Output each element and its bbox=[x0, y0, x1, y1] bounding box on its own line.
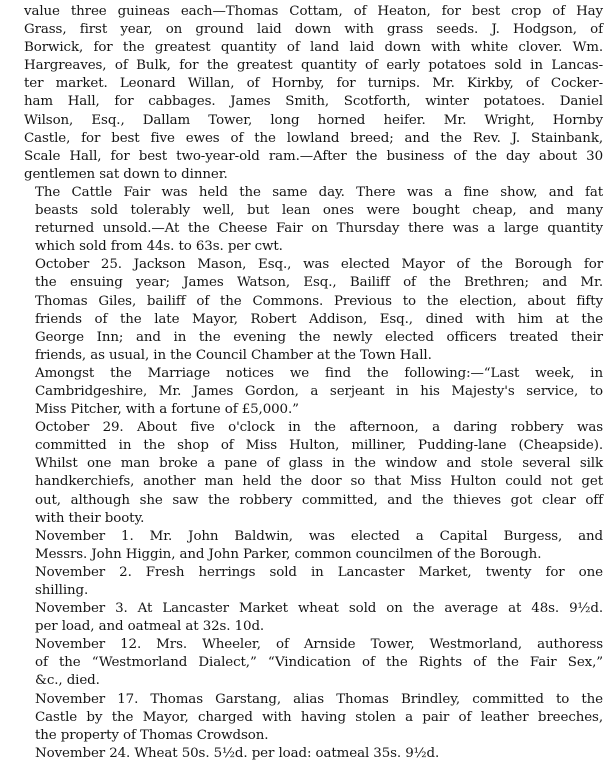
text-line: out, although she saw the robbery committed, and the thieves got clear off bbox=[35, 492, 603, 508]
text-line: of the “Westmorland Dialect,” “Vindication of the Rights of the Fair Sex,” bbox=[35, 655, 603, 671]
text-line: committed in the shop of Miss Hulton, milliner, Pudding-lane (Cheapside). bbox=[35, 438, 603, 454]
paragraph-november-1 bbox=[24, 528, 603, 564]
text-line: per load, and oatmeal at 32s. 10d. bbox=[35, 619, 265, 635]
text-line: handkerchiefs, another man held the door so that Miss Hulton could not get bbox=[35, 474, 603, 490]
paragraph-november-2 bbox=[24, 564, 603, 600]
text-line: November 1. Mr. John Baldwin, was elected a Capital Burgess, and bbox=[35, 528, 603, 544]
paragraph-november-12 bbox=[24, 636, 603, 690]
paragraph-november-24 bbox=[24, 745, 603, 763]
paragraph-october-29 bbox=[24, 419, 603, 528]
text-line: gentlemen sat down to dinner. bbox=[24, 166, 228, 182]
paragraph-marriage-notices bbox=[24, 365, 603, 419]
text-line: the ensuing year; James Watson, Esq., Bailiff of the Brethren; and Mr. bbox=[35, 275, 603, 291]
text-line: Borwick, for the greatest quantity of land laid down with white clover. Wm. bbox=[24, 40, 603, 56]
text-line: Miss Pitcher, with a fortune of £5,000.” bbox=[35, 402, 299, 418]
text-line: Hargreaves, of Bulk, for the greatest quantity of early potatoes sold in Lancas- bbox=[24, 58, 603, 74]
text-line: Scale Hall, for best two-year-old ram.—After the business of the day about 30 bbox=[24, 148, 603, 164]
text-line: Grass, first year, on ground laid down with grass seeds. J. Hodgson, of bbox=[24, 22, 603, 38]
text-line: shilling. bbox=[35, 583, 89, 598]
text-line: November 2. Fresh herrings sold in Lancaster Market, twenty for one bbox=[35, 564, 603, 580]
text-line: Thomas Giles, bailiff of the Commons. Previous to the election, about fifty bbox=[35, 293, 603, 309]
text-line: Castle, for best five ewes of the lowland breed; and the Rev. J. Stainbank, bbox=[24, 130, 603, 146]
text-line: George Inn; and in the evening the newly elected officers treated their bbox=[35, 329, 603, 345]
text-line: Whilst one man broke a pane of glass in the window and stole several silk bbox=[35, 456, 603, 472]
text-line: ter market. Leonard Willan, of Hornby, for turnips. Mr. Kirkby, of Cocker- bbox=[24, 76, 603, 92]
text-line: friends, as usual, in the Council Chamber at the Town Hall. bbox=[35, 347, 432, 363]
paragraph-october-25 bbox=[24, 256, 603, 365]
text-line: Castle by the Mayor, charged with having stolen a pair of leather breeches, bbox=[35, 709, 603, 725]
text-line: &c., died. bbox=[35, 673, 100, 689]
text-line: returned unsold.—At the Cheese Fair on Thursday there was a large quantity bbox=[35, 221, 603, 237]
text-line: Messrs. John Higgin, and John Parker, common councilmen of the Borough. bbox=[35, 546, 542, 562]
text-line: friends of the late Mayor, Robert Addison, Esq., dined with him at the bbox=[35, 311, 603, 327]
text-line: November 12. Mrs. Wheeler, of Arnside Tower, Westmorland, authoress bbox=[35, 637, 603, 653]
text-line: Amongst the Marriage notices we find the following:—“Last week, in bbox=[35, 365, 603, 381]
paragraph-november-17 bbox=[24, 691, 603, 745]
text-line: November 17. Thomas Garstang, alias Thomas Brindley, committed to the bbox=[35, 691, 603, 707]
text-line: November 3. At Lancaster Market wheat sold on the average at 48s. 9½d. bbox=[35, 601, 603, 617]
text-line: ham Hall, for cabbages. James Smith, Scotforth, winter potatoes. Daniel bbox=[24, 94, 603, 110]
text-line: with their booty. bbox=[35, 510, 145, 526]
text-line: the property of Thomas Crowdson. bbox=[35, 727, 269, 743]
text-line: Cambridgeshire, Mr. James Gordon, a serjeant in his Majesty's service, to bbox=[35, 383, 603, 399]
text-line: November 24. Wheat 50s. 5½d. per load: oatmeal 35s. 9½d. bbox=[35, 745, 440, 761]
text-line: October 29. About five o'clock in the afternoon, a daring robbery was bbox=[35, 420, 603, 436]
text-line: October 25. Jackson Mason, Esq., was elected Mayor of the Borough for bbox=[35, 257, 603, 273]
text-line: which sold from 44s. to 63s. per cwt. bbox=[35, 239, 283, 255]
text-line: value three guineas each—Thomas Cottam, of Heaton, for best crop of Hay bbox=[24, 4, 603, 19]
paragraph-prize-list bbox=[24, 3, 603, 184]
paragraph-november-3 bbox=[24, 600, 603, 636]
text-line: Wilson, Esq., Dallam Tower, long horned heifer. Mr. Wright, Hornby bbox=[24, 112, 603, 128]
text-line: beasts sold tolerably well, but lean ones were bought cheap, and many bbox=[35, 203, 603, 219]
text-line: The Cattle Fair was held the same day. There was a fine show, and fat bbox=[35, 184, 603, 200]
paragraph-cattle-fair bbox=[24, 184, 603, 256]
